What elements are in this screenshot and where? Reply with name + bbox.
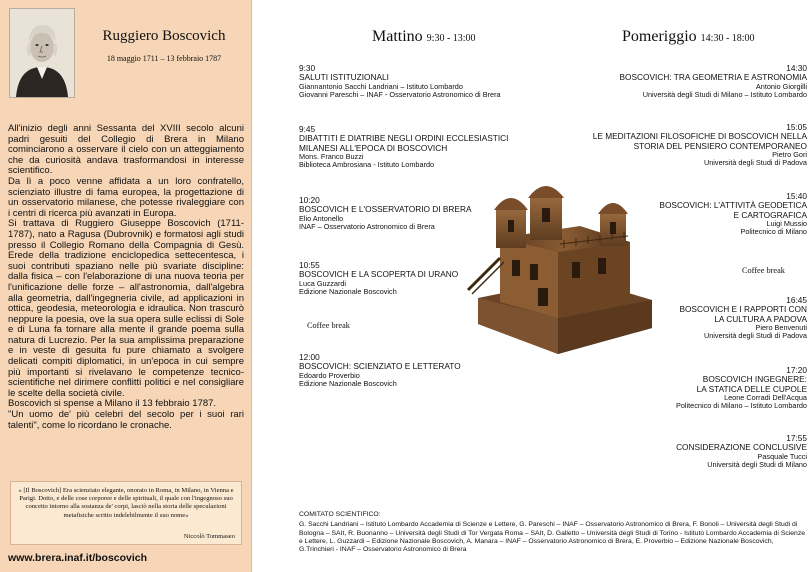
event-speaker: Edoardo Proverbio — [299, 370, 360, 380]
scientific-committee — [299, 511, 809, 554]
event-speaker: Pasquale Tucci — [757, 451, 807, 461]
afternoon-event — [593, 123, 807, 168]
event-affiliation: Università degli Studi di Padova — [703, 158, 807, 168]
person-dates: 18 maggio 1711 – 13 febbraio 1787 — [106, 54, 222, 63]
event-time: 16:45 — [786, 295, 807, 305]
event-speaker: Elio Antonello — [299, 213, 344, 223]
event-speaker: Leone Corradi Dell'Acqua — [724, 392, 807, 402]
mattino-heading — [372, 28, 476, 46]
bio-paragraph: All'inizio degli anni Sessanta del XVIII secolo alcuni padri gesuiti del Collegio di Brera in Milano cominciarono a osservare il cielo con un atteggiamento che da curiosità andava trasformandosi in interesse scientifico. — [8, 123, 244, 177]
pomeriggio-heading — [622, 28, 755, 46]
event-title: BOSCOVICH E LA SCOPERTA DI URANO — [299, 269, 459, 280]
committee-members: G. Sacchi Landriani – Istituto Lombardo Accademia di Scienze e Lettere, G. Pareschi – INAF – Osservatorio Astronomico di Brera, F. Bonoli – Università degli Studi di Bologna – SAIt, R. Buonanno – Università degli Studi di Tor Vergata Roma – SAIt, D. Galletto – Università degli Studi di Torino - Istituto Lombardo Accademia di Scienze e Lettere, L. Guzzardi – Edizione Nazionale Boscovich, A. Manara – INAF – Osservatorio Astronomico di Brera, E. Proverbio – Edizione Nazionale Boscovich, G.Trinchieri - INAF – Osservatorio Astronomico di Brera — [299, 521, 806, 554]
morning-event — [299, 196, 471, 232]
event-speaker: Piero Benvenuti — [755, 322, 807, 332]
event-time: 17:20 — [786, 365, 807, 375]
event-speaker: Mons. Franco Buzzi — [299, 151, 364, 161]
event-title: BOSCOVICH: SCIENZIATO E LETTERATO — [299, 361, 461, 372]
event-title: BOSCOVICH E L'OSSERVATORIO DI BRERA — [299, 204, 472, 215]
event-speaker: Giannantonio Sacchi Landriani – Istituto Lombardo — [299, 81, 463, 91]
event-speaker: Pietro Gori — [772, 149, 807, 159]
event-affiliation: INAF – Osservatorio Astronomico di Brera — [299, 222, 435, 232]
event-time: 9:30 — [299, 63, 316, 73]
bio-paragraph: Da lì a poco venne affidata a un loro confratello, scienziato illustre di fama europea, la progettazione di un osservatorio milanese, che potesse rivaleggiare con i centri di ricerca più avanzati in Europa. — [8, 175, 244, 219]
event-time: 10:55 — [299, 260, 320, 270]
event-affiliation: Giovanni Pareschi – INAF - Osservatorio Astronomico di Brera — [299, 90, 501, 100]
quote-box — [10, 481, 242, 545]
event-affiliation: Edizione Nazionale Boscovich — [299, 379, 397, 389]
biography-panel — [0, 0, 252, 572]
morning-event — [299, 64, 501, 100]
event-affiliation: Università degli Studi di Milano — [707, 460, 807, 470]
pomeriggio-label: Pomeriggio — [622, 28, 697, 45]
event-title: LA CULTURA A PADOVA — [714, 313, 807, 324]
observatory-model-image — [460, 178, 662, 354]
afternoon-event — [679, 296, 807, 341]
morning-event — [299, 261, 458, 297]
committee-label: COMITATO SCIENTIFICO: — [299, 511, 381, 518]
event-title: BOSCOVICH E I RAPPORTI CON — [679, 304, 807, 315]
afternoon-coffee-break: Coffee break — [742, 266, 785, 275]
event-title: MILANESI ALL'EPOCA DI BOSCOVICH — [299, 142, 448, 153]
mattino-time: 9:30 - 13:00 — [426, 33, 476, 44]
event-affiliation: Biblioteca Ambrosiana - Istituto Lombardo — [299, 160, 435, 170]
bio-paragraph: Boscovich si spense a Milano il 13 febbraio 1787. — [8, 398, 217, 410]
event-affiliation: Politecnico di Milano – Istituto Lombardo — [675, 401, 807, 411]
bio-paragraph: Si trattava di Ruggiero Giuseppe Boscovich (1711-1787), nato a Ragusa (Dubrovnik) e formatosi agli studi presso il Collegio Romano della Compagnia di Gesù. Erede della tradizione enciclopedica settecentesca, i suoi contributi spaziano nelle più svariate discipline: dalla fisica – con l'elaborazione di una nuova teoria per l'unificazione delle forze – all'astronomia, dall'algebra alla geometria, dall'ingegneria civile, ad applicazioni in ottica, geodesia, meteorologia e idraulica. Non trascurò neppure la poesia, ove la sua opera sulle eclissi di Sole e di Luna fa tornare alla mente il grande poema sulla natura di Lucrezio. Per la sua amplissima preparazione e in veste di gesuita fu pure chiamato a svolgere delicati compiti diplomatici, in un'epoca in cui sempre più importanti si rivelavano le competenze tecnico-scientifiche nel dirimere conflitti politici e nel consigliare le scelte della società civile. — [8, 218, 244, 399]
event-time: 10:20 — [299, 195, 320, 205]
event-title: SALUTI ISTITUZIONALI — [299, 72, 389, 83]
event-time: 9:45 — [299, 124, 316, 134]
event-title: E CARTOGRAFICA — [733, 209, 807, 220]
afternoon-event — [659, 192, 807, 237]
event-affiliation: Politecnico di Milano — [740, 227, 807, 237]
event-speaker: Antonio Giorgilli — [755, 81, 807, 91]
afternoon-event — [676, 366, 807, 411]
quote-author: Niccolò Tommaseo — [183, 533, 235, 540]
event-title: LE MEDITAZIONI FILOSOFICHE DI BOSCOVICH NELLA — [592, 131, 807, 142]
morning-event — [299, 125, 508, 170]
event-title: DIBATTITI E DIATRIBE NEGLI ORDINI ECCLESIASTICI — [299, 133, 509, 144]
quote-text: « [Il Boscovich] Era scienziato elegante, onorato in Roma, in Milano, in Vienna e Parigi. Dotto, e delle cose corporee e delle spirituali, il quale con l'ingegnoso suo concetto intorno alla sostanza de' corpi, lasciò nella storia delle speculazioni metafisiche scritto indelebilmente il suo nome» — [18, 487, 234, 519]
afternoon-event — [676, 434, 807, 470]
website-link[interactable]: www.brera.inaf.it/boscovich — [8, 552, 148, 564]
event-title: BOSCOVICH: TRA GEOMETRIA E ASTRONOMIA — [619, 72, 807, 83]
event-time: 14:30 — [786, 63, 807, 73]
portrait-engraving — [10, 9, 74, 97]
event-time: 15:40 — [786, 191, 807, 201]
mattino-label: Mattino — [372, 28, 423, 45]
event-title: LA STATICA DELLE CUPOLE — [696, 383, 807, 394]
morning-event — [299, 353, 461, 389]
bio-paragraph: "Un uomo de' più celebri del secolo per i suoi rari talenti", come lo ricordano le cronache. — [8, 409, 244, 431]
event-title: BOSCOVICH: L'ATTIVITÀ GEODETICA — [659, 200, 807, 211]
morning-coffee-break: Coffee break — [307, 321, 350, 330]
event-title: CONSIDERAZIONE CONCLUSIVE — [676, 442, 807, 453]
event-time: 12:00 — [299, 352, 320, 362]
person-name: Ruggiero Boscovich — [102, 28, 226, 44]
afternoon-event — [620, 64, 807, 100]
event-speaker: Luca Guzzardi — [299, 278, 347, 288]
boscovich-portrait — [9, 8, 75, 98]
event-time: 17:55 — [786, 433, 807, 443]
event-affiliation: Edizione Nazionale Boscovich — [299, 287, 397, 297]
event-speaker: Luigi Mussio — [766, 218, 807, 228]
event-title: BOSCOVICH INGEGNERE: — [702, 374, 807, 385]
pomeriggio-time: 14:30 - 18:00 — [700, 33, 755, 44]
event-affiliation: Università degli Studi di Milano – Istituto Lombardo — [642, 90, 807, 100]
event-title: STORIA DEL PENSIERO CONTEMPORANEO — [633, 140, 807, 151]
event-affiliation: Università degli Studi di Padova — [703, 331, 807, 341]
biography-text — [8, 124, 244, 431]
event-time: 15:05 — [786, 122, 807, 132]
